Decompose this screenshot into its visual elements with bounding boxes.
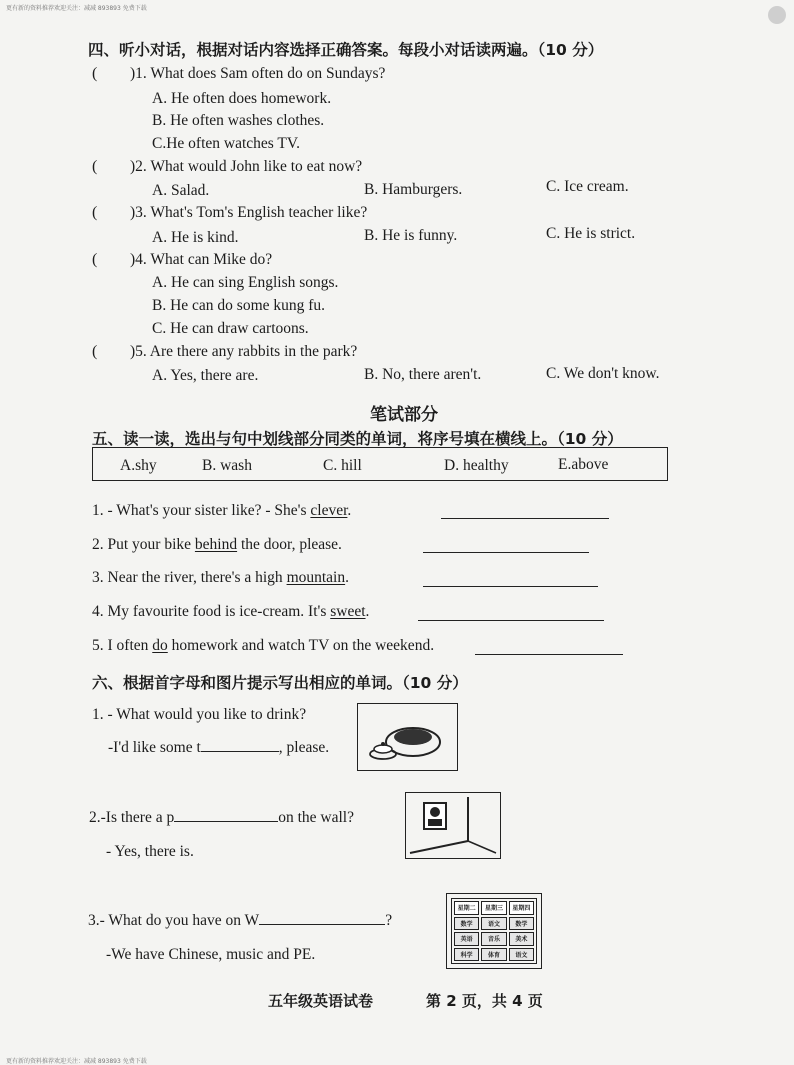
q5-option-b: B. No, there aren't. bbox=[364, 366, 482, 383]
corner-stamp bbox=[768, 6, 786, 24]
watermark-text-bottom: 更有新的资料推荐欢迎关注：减减 893893 免费下载 bbox=[6, 1058, 147, 1065]
word-option-a: A.shy bbox=[120, 457, 157, 474]
question-4: )4. What can Mike do? bbox=[130, 251, 273, 268]
answer-paren: ( bbox=[92, 343, 98, 360]
timetable-cell: 星期四 bbox=[509, 901, 534, 915]
s6-answer-2: - Yes, there is. bbox=[106, 843, 194, 860]
answer-paren: ( bbox=[92, 65, 98, 82]
q4-option-b: B. He can do some kung fu. bbox=[152, 297, 326, 314]
timetable-cell: 美术 bbox=[509, 932, 534, 946]
timetable-cell: 英语 bbox=[454, 932, 479, 946]
section-4-title: 四、听小对话，根据对话内容选择正确答案。每段小对话读两遍。（10 分） bbox=[88, 41, 604, 59]
watermark-text: 更有新的资料推荐欢迎关注：减减 893893 免费下载 bbox=[6, 5, 147, 12]
timetable-cell: 星期二 bbox=[454, 901, 479, 915]
question-3: )3. What's Tom's English teacher like? bbox=[130, 204, 368, 221]
underlined-word: mountain bbox=[286, 569, 346, 586]
answer-blank-5[interactable] bbox=[475, 654, 623, 655]
s6-question-3: 3.- What do you have on W ? bbox=[88, 912, 393, 929]
answer-blank-1[interactable] bbox=[441, 518, 609, 519]
underlined-word: do bbox=[152, 637, 168, 654]
answer-paren: ( bbox=[92, 251, 98, 268]
timetable-cell: 音乐 bbox=[481, 932, 506, 946]
section-6-title: 六、根据首字母和图片提示写出相应的单词。（10 分） bbox=[92, 674, 468, 692]
written-part-title: 笔试部分 bbox=[370, 405, 438, 425]
timetable-cell: 科学 bbox=[454, 948, 479, 962]
sentence-4: 4. My favourite food is ice-cream. It's sweet. bbox=[92, 603, 370, 620]
s6-answer-1: -I'd like some t , please. bbox=[108, 739, 330, 756]
q3-option-a: A. He is kind. bbox=[152, 229, 239, 246]
q2-option-b: B. Hamburgers. bbox=[364, 181, 463, 198]
question-2: )2. What would John like to eat now? bbox=[130, 158, 363, 175]
q1-option-c: C.He often watches TV. bbox=[152, 135, 300, 152]
timetable-cell: 数学 bbox=[454, 917, 479, 931]
q4-option-a: A. He can sing English songs. bbox=[152, 274, 339, 291]
timetable-cell: 语文 bbox=[509, 948, 534, 962]
s6-question-1: 1. - What would you like to drink? bbox=[92, 706, 307, 723]
answer-blank-3[interactable] bbox=[423, 586, 598, 587]
timetable-picture bbox=[446, 893, 542, 969]
tea-picture bbox=[357, 703, 458, 771]
underlined-word: sweet bbox=[330, 603, 366, 620]
q5-option-a: A. Yes, there are. bbox=[152, 367, 259, 384]
question-5: )5. Are there any rabbits in the park? bbox=[130, 343, 358, 360]
answer-paren: ( bbox=[92, 204, 98, 221]
answer-blank-4[interactable] bbox=[418, 620, 604, 621]
word-option-d: D. healthy bbox=[444, 457, 509, 474]
q3-option-b: B. He is funny. bbox=[364, 227, 458, 244]
q1-option-a: A. He often does homework. bbox=[152, 90, 332, 107]
q3-option-c: C. He is strict. bbox=[546, 225, 636, 242]
sentence-3: 3. Near the river, there's a high mountain. bbox=[92, 569, 349, 586]
underlined-word: behind bbox=[194, 536, 238, 553]
q1-option-b: B. He often washes clothes. bbox=[152, 112, 325, 129]
exam-name: 五年级英语试卷 bbox=[268, 992, 374, 1010]
s6-question-2: 2.-Is there a p on the wall? bbox=[89, 809, 354, 826]
sentence-5: 5. I often do homework and watch TV on the weekend. bbox=[92, 637, 435, 654]
word-option-e: E.above bbox=[558, 456, 609, 473]
answer-blank-2[interactable] bbox=[423, 552, 589, 553]
timetable-cell: 数学 bbox=[509, 917, 534, 931]
q4-option-c: C. He can draw cartoons. bbox=[152, 320, 309, 337]
sentence-2: 2. Put your bike behind the door, please. bbox=[92, 536, 342, 553]
q2-option-c: C. Ice cream. bbox=[546, 178, 629, 195]
underlined-word: clever bbox=[310, 502, 348, 519]
q2-option-a: A. Salad. bbox=[152, 182, 210, 199]
answer-paren: ( bbox=[92, 158, 98, 175]
question-1: )1. What does Sam often do on Sundays? bbox=[130, 65, 386, 82]
timetable-cell: 星期三 bbox=[481, 901, 506, 915]
word-option-b: B. wash bbox=[202, 457, 252, 474]
sentence-1: 1. - What's your sister like? - She's clever. bbox=[92, 502, 352, 519]
word-option-c: C. hill bbox=[323, 457, 362, 474]
page-number: 第 2 页，共 4 页 bbox=[426, 992, 543, 1010]
timetable-cell: 语文 bbox=[481, 917, 506, 931]
s6-answer-3: -We have Chinese, music and PE. bbox=[106, 946, 316, 963]
timetable-grid bbox=[454, 901, 534, 961]
picture-on-wall-image bbox=[405, 792, 501, 859]
q5-option-c: C. We don't know. bbox=[546, 365, 660, 382]
timetable-cell: 体育 bbox=[481, 948, 506, 962]
section-5-title: 五、读一读，选出与句中划线部分同类的单词，将序号填在横线上。（10 分） bbox=[92, 430, 623, 448]
